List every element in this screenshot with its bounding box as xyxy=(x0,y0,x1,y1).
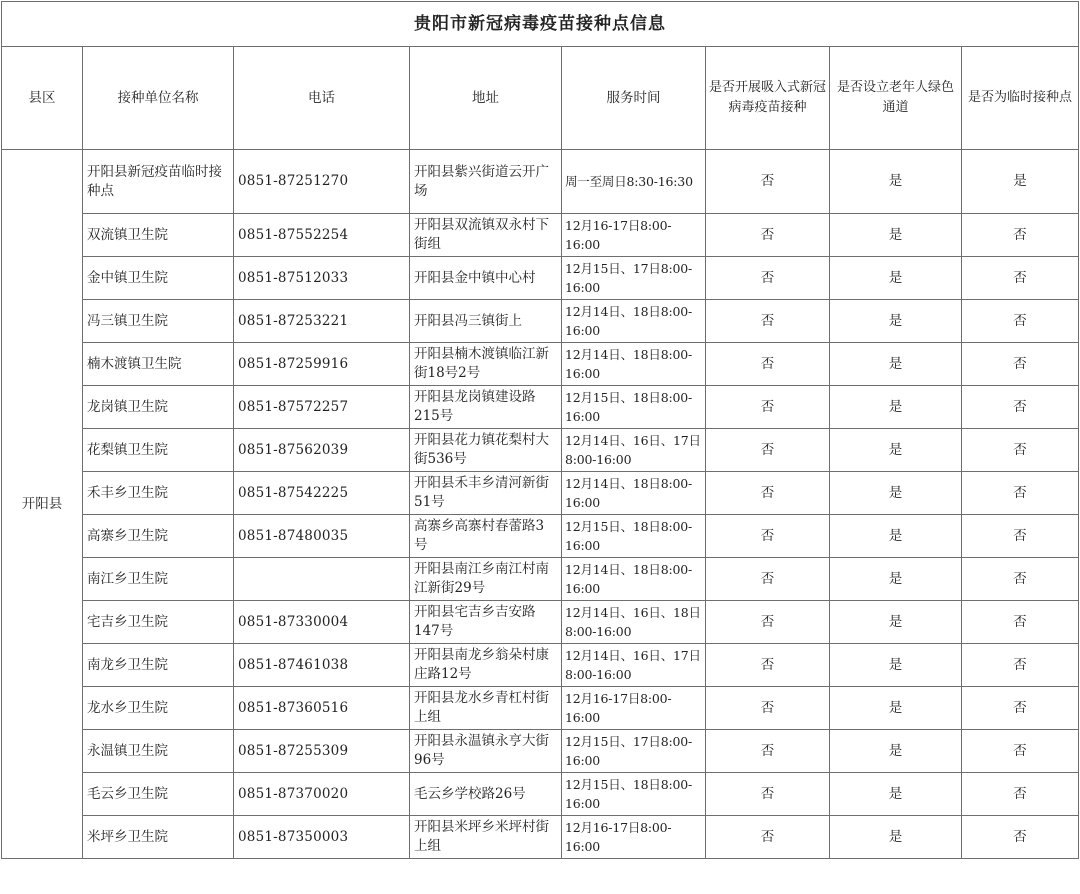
temporary-site-cell: 否 xyxy=(962,515,1079,558)
address-cell: 毛云乡学校路26号 xyxy=(410,773,562,816)
table-row xyxy=(2,558,1079,601)
temporary-site-cell: 否 xyxy=(962,601,1079,644)
table-title: 贵阳市新冠病毒疫苗接种点信息 xyxy=(2,2,1079,47)
table-row xyxy=(2,257,1079,300)
table-row xyxy=(2,515,1079,558)
address-cell: 开阳县金中镇中心村 xyxy=(410,257,562,300)
temporary-site-cell: 否 xyxy=(962,257,1079,300)
phone-cell: 0851-87461038 xyxy=(234,644,410,687)
address-cell: 开阳县花力镇花梨村大街536号 xyxy=(410,429,562,472)
temporary-site-cell: 否 xyxy=(962,386,1079,429)
inhaled-vaccine-cell: 否 xyxy=(706,687,830,730)
elderly-channel-cell: 是 xyxy=(830,601,962,644)
service-hours-cell: 12月14日、18日8:00-16:00 xyxy=(562,558,706,601)
service-hours-cell: 周一至周日8:30-16:30 xyxy=(562,150,706,214)
elderly-channel-cell: 是 xyxy=(830,515,962,558)
temporary-site-cell: 否 xyxy=(962,343,1079,386)
address-cell: 高寨乡高寨村春蕾路3号 xyxy=(410,515,562,558)
temporary-site-cell: 是 xyxy=(962,150,1079,214)
temporary-site-cell: 否 xyxy=(962,300,1079,343)
inhaled-vaccine-cell: 否 xyxy=(706,386,830,429)
phone-cell: 0851-87572257 xyxy=(234,386,410,429)
inhaled-vaccine-cell: 否 xyxy=(706,644,830,687)
table-row xyxy=(2,429,1079,472)
unit-name-cell: 龙水乡卫生院 xyxy=(83,687,234,730)
table-row xyxy=(2,150,1079,214)
address-cell: 开阳县永温镇永亨大街96号 xyxy=(410,730,562,773)
header-address: 地址 xyxy=(410,47,562,150)
table-row xyxy=(2,386,1079,429)
unit-name-cell: 冯三镇卫生院 xyxy=(83,300,234,343)
temporary-site-cell: 否 xyxy=(962,472,1079,515)
inhaled-vaccine-cell: 否 xyxy=(706,816,830,859)
elderly-channel-cell: 是 xyxy=(830,687,962,730)
inhaled-vaccine-cell: 否 xyxy=(706,472,830,515)
address-cell: 开阳县南江乡南江村南江新街29号 xyxy=(410,558,562,601)
inhaled-vaccine-cell: 否 xyxy=(706,558,830,601)
unit-name-cell: 米坪乡卫生院 xyxy=(83,816,234,859)
service-hours-cell: 12月16-17日8:00-16:00 xyxy=(562,214,706,257)
table-row xyxy=(2,601,1079,644)
unit-name-cell: 南龙乡卫生院 xyxy=(83,644,234,687)
elderly-channel-cell: 是 xyxy=(830,429,962,472)
inhaled-vaccine-cell: 否 xyxy=(706,214,830,257)
temporary-site-cell: 否 xyxy=(962,558,1079,601)
inhaled-vaccine-cell: 否 xyxy=(706,730,830,773)
inhaled-vaccine-cell: 否 xyxy=(706,257,830,300)
unit-name-cell: 花梨镇卫生院 xyxy=(83,429,234,472)
inhaled-vaccine-cell: 否 xyxy=(706,343,830,386)
phone-cell: 0851-87542225 xyxy=(234,472,410,515)
temporary-site-cell: 否 xyxy=(962,773,1079,816)
table-row xyxy=(2,343,1079,386)
unit-name-cell: 金中镇卫生院 xyxy=(83,257,234,300)
phone-cell: 0851-87562039 xyxy=(234,429,410,472)
header-elderly-green-channel: 是否设立老年人绿色通道 xyxy=(830,47,962,150)
service-hours-cell: 12月14日、16日、18日8:00-16:00 xyxy=(562,601,706,644)
temporary-site-cell: 否 xyxy=(962,687,1079,730)
service-hours-cell: 12月16-17日8:00-16:00 xyxy=(562,816,706,859)
phone-cell: 0851-87259916 xyxy=(234,343,410,386)
phone-cell xyxy=(234,558,410,601)
unit-name-cell: 南江乡卫生院 xyxy=(83,558,234,601)
service-hours-cell: 12月15日、18日8:00-16:00 xyxy=(562,515,706,558)
table-row xyxy=(2,644,1079,687)
unit-name-cell: 楠木渡镇卫生院 xyxy=(83,343,234,386)
unit-name-cell: 毛云乡卫生院 xyxy=(83,773,234,816)
elderly-channel-cell: 是 xyxy=(830,472,962,515)
inhaled-vaccine-cell: 否 xyxy=(706,300,830,343)
phone-cell: 0851-87251270 xyxy=(234,150,410,214)
phone-cell: 0851-87512033 xyxy=(234,257,410,300)
elderly-channel-cell: 是 xyxy=(830,730,962,773)
elderly-channel-cell: 是 xyxy=(830,386,962,429)
header-county: 县区 xyxy=(2,47,83,150)
address-cell: 开阳县楠木渡镇临江新街18号2号 xyxy=(410,343,562,386)
table-body xyxy=(2,150,1079,859)
address-cell: 开阳县紫兴街道云开广场 xyxy=(410,150,562,214)
service-hours-cell: 12月15日、18日8:00-16:00 xyxy=(562,773,706,816)
address-cell: 开阳县双流镇双永村下街组 xyxy=(410,214,562,257)
service-hours-cell: 12月14日、16日、17日8:00-16:00 xyxy=(562,644,706,687)
table-row xyxy=(2,472,1079,515)
address-cell: 开阳县米坪乡米坪村街上组 xyxy=(410,816,562,859)
header-temporary-site: 是否为临时接种点 xyxy=(962,47,1079,150)
service-hours-cell: 12月14日、18日8:00-16:00 xyxy=(562,343,706,386)
table-row xyxy=(2,300,1079,343)
elderly-channel-cell: 是 xyxy=(830,816,962,859)
table-row xyxy=(2,214,1079,257)
unit-name-cell: 高寨乡卫生院 xyxy=(83,515,234,558)
temporary-site-cell: 否 xyxy=(962,644,1079,687)
elderly-channel-cell: 是 xyxy=(830,644,962,687)
inhaled-vaccine-cell: 否 xyxy=(706,429,830,472)
inhaled-vaccine-cell: 否 xyxy=(706,773,830,816)
table-row xyxy=(2,816,1079,859)
header-service-hours: 服务时间 xyxy=(562,47,706,150)
temporary-site-cell: 否 xyxy=(962,730,1079,773)
service-hours-cell: 12月15日、17日8:00-16:00 xyxy=(562,257,706,300)
inhaled-vaccine-cell: 否 xyxy=(706,601,830,644)
temporary-site-cell: 否 xyxy=(962,816,1079,859)
temporary-site-cell: 否 xyxy=(962,214,1079,257)
address-cell: 开阳县南龙乡翁朵村康庄路12号 xyxy=(410,644,562,687)
service-hours-cell: 12月14日、18日8:00-16:00 xyxy=(562,472,706,515)
inhaled-vaccine-cell: 否 xyxy=(706,150,830,214)
table-row xyxy=(2,730,1079,773)
elderly-channel-cell: 是 xyxy=(830,343,962,386)
header-unit-name: 接种单位名称 xyxy=(83,47,234,150)
phone-cell: 0851-87360516 xyxy=(234,687,410,730)
table-row xyxy=(2,687,1079,730)
elderly-channel-cell: 是 xyxy=(830,773,962,816)
phone-cell: 0851-87350003 xyxy=(234,816,410,859)
address-cell: 开阳县禾丰乡清河新街51号 xyxy=(410,472,562,515)
elderly-channel-cell: 是 xyxy=(830,214,962,257)
address-cell: 开阳县宅吉乡吉安路147号 xyxy=(410,601,562,644)
unit-name-cell: 宅吉乡卫生院 xyxy=(83,601,234,644)
unit-name-cell: 双流镇卫生院 xyxy=(83,214,234,257)
table-row xyxy=(2,773,1079,816)
elderly-channel-cell: 是 xyxy=(830,300,962,343)
elderly-channel-cell: 是 xyxy=(830,257,962,300)
phone-cell: 0851-87370020 xyxy=(234,773,410,816)
inhaled-vaccine-cell: 否 xyxy=(706,515,830,558)
phone-cell: 0851-87480035 xyxy=(234,515,410,558)
header-row xyxy=(2,47,1079,150)
phone-cell: 0851-87255309 xyxy=(234,730,410,773)
address-cell: 开阳县龙岗镇建设路215号 xyxy=(410,386,562,429)
service-hours-cell: 12月14日、18日8:00-16:00 xyxy=(562,300,706,343)
service-hours-cell: 12月14日、16日、17日8:00-16:00 xyxy=(562,429,706,472)
service-hours-cell: 12月15日、17日8:00-16:00 xyxy=(562,730,706,773)
phone-cell: 0851-87253221 xyxy=(234,300,410,343)
address-cell: 开阳县冯三镇街上 xyxy=(410,300,562,343)
header-inhaled-vaccine: 是否开展吸入式新冠病毒疫苗接种 xyxy=(706,47,830,150)
service-hours-cell: 12月16-17日8:00-16:00 xyxy=(562,687,706,730)
temporary-site-cell: 否 xyxy=(962,429,1079,472)
unit-name-cell: 开阳县新冠疫苗临时接种点 xyxy=(83,150,234,214)
address-cell: 开阳县龙水乡青杠村街上组 xyxy=(410,687,562,730)
unit-name-cell: 禾丰乡卫生院 xyxy=(83,472,234,515)
header-phone: 电话 xyxy=(234,47,410,150)
unit-name-cell: 龙岗镇卫生院 xyxy=(83,386,234,429)
phone-cell: 0851-87330004 xyxy=(234,601,410,644)
county-cell: 开阳县 xyxy=(2,150,83,859)
vaccination-sites-table xyxy=(1,1,1079,859)
elderly-channel-cell: 是 xyxy=(830,150,962,214)
elderly-channel-cell: 是 xyxy=(830,558,962,601)
service-hours-cell: 12月15日、18日8:00-16:00 xyxy=(562,386,706,429)
phone-cell: 0851-87552254 xyxy=(234,214,410,257)
unit-name-cell: 永温镇卫生院 xyxy=(83,730,234,773)
